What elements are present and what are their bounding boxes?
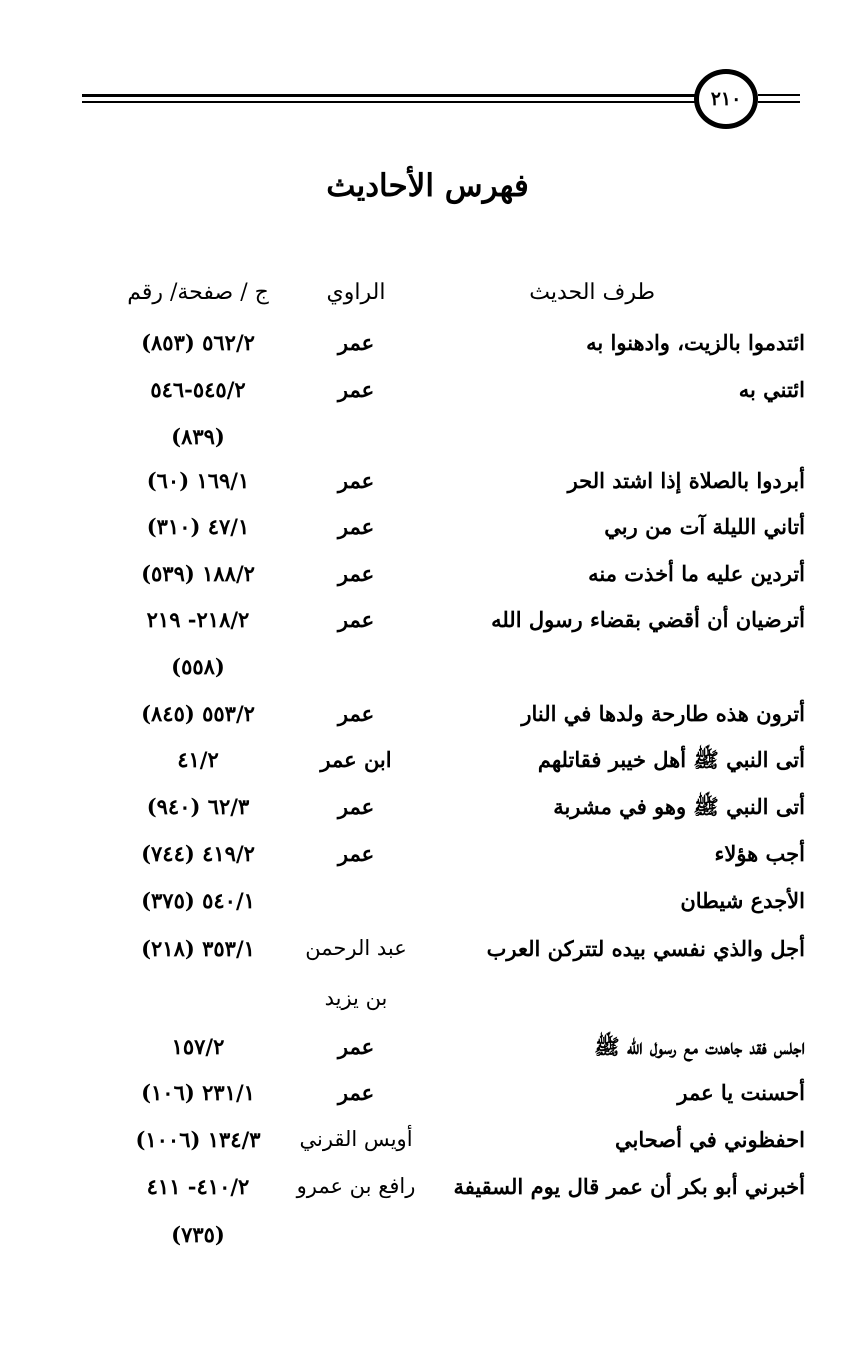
hadith-text: أترون هذه طارحة ولدها في النار <box>521 701 805 726</box>
narrator: عمر <box>337 1080 375 1105</box>
table-row <box>0 377 855 413</box>
reference: ١٥٧/٢ <box>171 1034 225 1059</box>
reference: ٦٢/٣ (٩٤٠) <box>146 794 250 819</box>
reference: (٥٥٨) <box>171 654 225 679</box>
hadith-text: أتاني الليلة آت من ربي <box>604 514 805 539</box>
reference: ٥٤٥/٢-٥٤٦ <box>150 377 246 402</box>
reference: ٢١٨/٢- ٢١٩ <box>146 607 250 632</box>
hadith-text: ائتدموا بالزيت، وادهنوا به <box>586 330 805 355</box>
table-row <box>0 986 855 1022</box>
hadith-text: أتى النبي ﷺ أهل خيبر فقاتلهم <box>537 747 805 772</box>
reference: ٢٣١/١ (١٠٦) <box>141 1080 255 1105</box>
table-row <box>0 468 855 504</box>
hadith-text: أحسنت يا عمر <box>677 1080 805 1105</box>
narrator: رافع بن عمرو <box>296 1174 416 1198</box>
narrator: عمر <box>337 701 375 726</box>
narrator: عمر <box>337 377 375 402</box>
hadith-text: احفظوني في أصحابي <box>615 1127 805 1152</box>
hadith-text: أترضيان أن أقضي بقضاء رسول الله <box>491 607 805 632</box>
narrator: عمر <box>337 561 375 586</box>
reference: ٤٧/١ (٣١٠) <box>146 514 250 539</box>
col-narrator-header: الراوي <box>326 280 386 305</box>
table-row <box>0 1174 855 1210</box>
table-row <box>0 747 855 783</box>
narrator: عمر <box>337 330 375 355</box>
column-header <box>0 280 855 316</box>
table-row <box>0 841 855 877</box>
hadith-text: أخبرني أبو بكر أن عمر قال يوم السقيفة <box>453 1174 805 1199</box>
hadith-text: أجل والذي نفسي بيده لتتركن العرب <box>486 936 805 961</box>
narrator: عمر <box>337 1034 375 1059</box>
reference: (٧٣٥) <box>171 1222 225 1247</box>
table-row <box>0 330 855 366</box>
reference: ٥٥٣/٢ (٨٤٥) <box>141 701 255 726</box>
hadith-text: أتى النبي ﷺ وهو في مشربة <box>553 794 805 819</box>
reference: ٤١/٢ <box>177 747 219 772</box>
reference: ٥٤٠/١ (٣٧٥) <box>141 888 255 913</box>
table-row <box>0 1127 855 1163</box>
table-row <box>0 1222 855 1258</box>
table-row <box>0 1080 855 1116</box>
table-row <box>0 888 855 924</box>
header-rule-right-top <box>758 94 800 96</box>
table-row <box>0 561 855 597</box>
reference: ١٦٩/١ (٦٠) <box>146 468 250 493</box>
table-row <box>0 607 855 643</box>
table-row <box>0 424 855 460</box>
hadith-text: أتردين عليه ما أخذت منه <box>588 561 805 586</box>
hadith-text: الأجدع شيطان <box>680 888 805 913</box>
header-rule-bottom <box>82 101 700 103</box>
hadith-text: ائتني به <box>738 377 805 402</box>
table-row <box>0 514 855 550</box>
narrator: عبد الرحمن <box>305 936 407 960</box>
hadith-text: أجب هؤلاء <box>714 841 805 866</box>
hadith-text: اجلس فقد جاهدت مع رسول الله ﷺ <box>594 1034 805 1059</box>
narrator: عمر <box>337 841 375 866</box>
table-row <box>0 936 855 972</box>
narrator: عمر <box>337 468 375 493</box>
reference: ١٣٤/٣ (١٠٠٦) <box>135 1127 261 1152</box>
reference: ٣٥٣/١ (٢١٨) <box>141 936 255 961</box>
header-rule-top <box>82 94 700 97</box>
table-row <box>0 654 855 690</box>
page-number: ٢١٠ <box>694 69 758 129</box>
narrator: عمر <box>337 794 375 819</box>
col-ref-header: ج / صفحة/ رقم <box>127 280 269 305</box>
hadith-text: أبردوا بالصلاة إذا اشتد الحر <box>567 468 805 493</box>
narrator: عمر <box>337 514 375 539</box>
narrator: أويس القرني <box>299 1127 413 1151</box>
page-title: فهرس الأحاديث <box>326 168 529 204</box>
table-row <box>0 794 855 830</box>
narrator: عمر <box>337 607 375 632</box>
reference: ٥٦٢/٢ (٨٥٣) <box>141 330 255 355</box>
reference: ٤١٠/٢- ٤١١ <box>146 1174 250 1199</box>
reference: (٨٣٩) <box>171 424 225 449</box>
col-text-header: طرف الحديث <box>529 280 655 305</box>
reference: ١٨٨/٢ (٥٣٩) <box>141 561 255 586</box>
reference: ٤١٩/٢ (٧٤٤) <box>141 841 255 866</box>
header-rule-right-bottom <box>758 101 800 103</box>
table-row <box>0 1034 855 1070</box>
table-row <box>0 701 855 737</box>
narrator: بن يزيد <box>324 986 388 1010</box>
narrator: ابن عمر <box>320 747 392 772</box>
